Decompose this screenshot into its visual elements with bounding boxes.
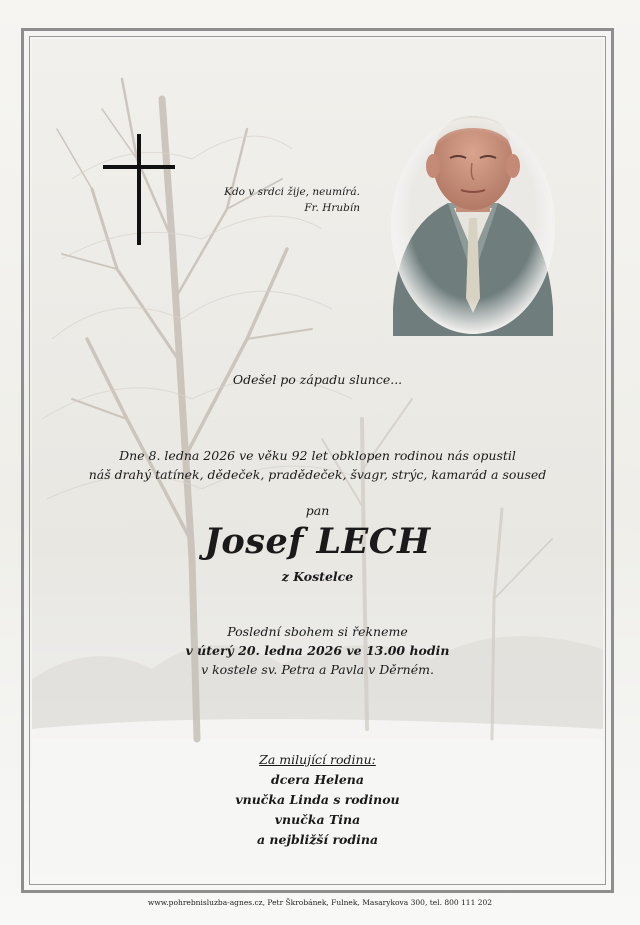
portrait-photo <box>388 108 558 336</box>
family-member: dcera Helena <box>271 772 364 787</box>
deceased-origin: z Kostelce <box>281 569 354 584</box>
funeral-date-time: v úterý 20. ledna 2026 ve 13.00 hodin <box>185 643 450 658</box>
epigraph-author: Fr. Hrubín <box>304 202 360 214</box>
funeral-service-footer: www.pohrebnisluzba-agnes.cz, Petr Škrobánek, Fulnek, Masarykova 300, tel. 800 111 202 <box>147 898 493 907</box>
epigraph-text: Kdo v srdci žije, neumírá. <box>224 186 360 198</box>
death-announcement <box>32 446 603 484</box>
salutation: pan <box>305 503 330 518</box>
announcement-line-1: Dne 8. ledna 2026 ve věku 92 let obklopen rodinou nás opustil <box>119 448 516 463</box>
family-member: vnučka Linda s rodinou <box>235 792 400 807</box>
farewell-line-1: Poslední sbohem si řekneme <box>227 624 408 639</box>
announcement-line-2: náš drahý tatínek, dědeček, pradědeček, švagr, strýc, kamarád a soused <box>88 467 547 482</box>
family-member: vnučka Tina <box>274 812 361 827</box>
epigraph <box>180 184 360 216</box>
funeral-details <box>32 622 603 679</box>
cross-icon <box>103 134 175 245</box>
deceased-name: Josef LECH <box>204 521 431 562</box>
family-member: a nejbližší rodina <box>256 832 379 847</box>
family-heading: Za milující rodinu: <box>259 752 376 767</box>
funeral-location: v kostele sv. Petra a Pavla v Děrném. <box>201 662 434 677</box>
family-signature <box>32 750 603 850</box>
motto: Odešel po západu slunce... <box>232 372 403 387</box>
